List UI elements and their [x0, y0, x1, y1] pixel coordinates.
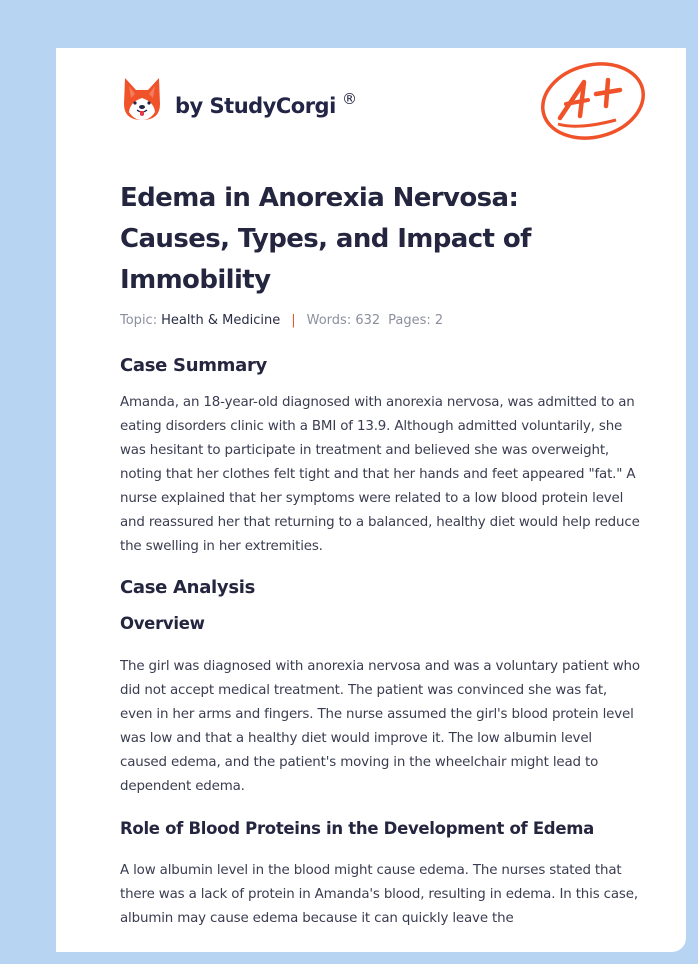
document-title: Edema in Anorexia Nervosa: Causes, Types, and Impact of Immobility	[120, 183, 531, 295]
section-heading-case-analysis: Case Analysis	[120, 577, 256, 598]
subsection-heading-overview: Overview	[120, 614, 205, 633]
section-heading-case-summary: Case Summary	[120, 355, 267, 376]
document-meta	[120, 313, 632, 328]
studycorgi-logo[interactable]	[122, 76, 357, 122]
brand-name: by StudyCorgi	[175, 94, 336, 118]
document-card	[56, 48, 686, 952]
page-count: Pages: 2	[388, 313, 444, 328]
topic-label: Topic:	[120, 313, 158, 328]
document-header	[120, 178, 632, 328]
meta-separator: |	[291, 313, 296, 328]
overview-paragraph: The girl was diagnosed with anorexia nervosa and was a voluntary patient who did not accept medical treatment. The patient was convinced she was fat, even in her arms and fingers. The nurse assumed the girl's blood protein level was low and that a healthy diet would improve it. The low albumin level caused edema, and the patient's moving in the wheelchair might lead to dependent edema.	[120, 659, 640, 794]
blood-proteins-paragraph: A low albumin level in the blood might cause edema. The nurses stated that there was a lack of protein in Amanda's blood, resulting in edema. In this case, albumin may cause edema because it can quickly leave the	[120, 863, 638, 926]
subsection-heading-blood-proteins: Role of Blood Proteins in the Development of Edema	[120, 819, 594, 838]
registered-mark: ®	[342, 90, 357, 108]
corgi-logo-icon	[122, 76, 162, 122]
case-summary-paragraph: Amanda, an 18-year-old diagnosed with anorexia nervosa, was admitted to an eating disorders clinic with a BMI of 13.9. Although admitted voluntarily, she was hesitant to participate in treatment and believed she was overweight, noting that her clothes felt tight and that her hands and feet appeared "fat." A nurse explained that her symptoms were related to a low blood protein level and reassured her that returning to a balanced, healthy diet would help reduce the swelling in her extremities.	[120, 395, 640, 554]
topic-link[interactable]: Health & Medicine	[161, 313, 281, 328]
word-count: Words: 632	[306, 313, 381, 328]
a-plus-grade-icon	[538, 58, 648, 142]
